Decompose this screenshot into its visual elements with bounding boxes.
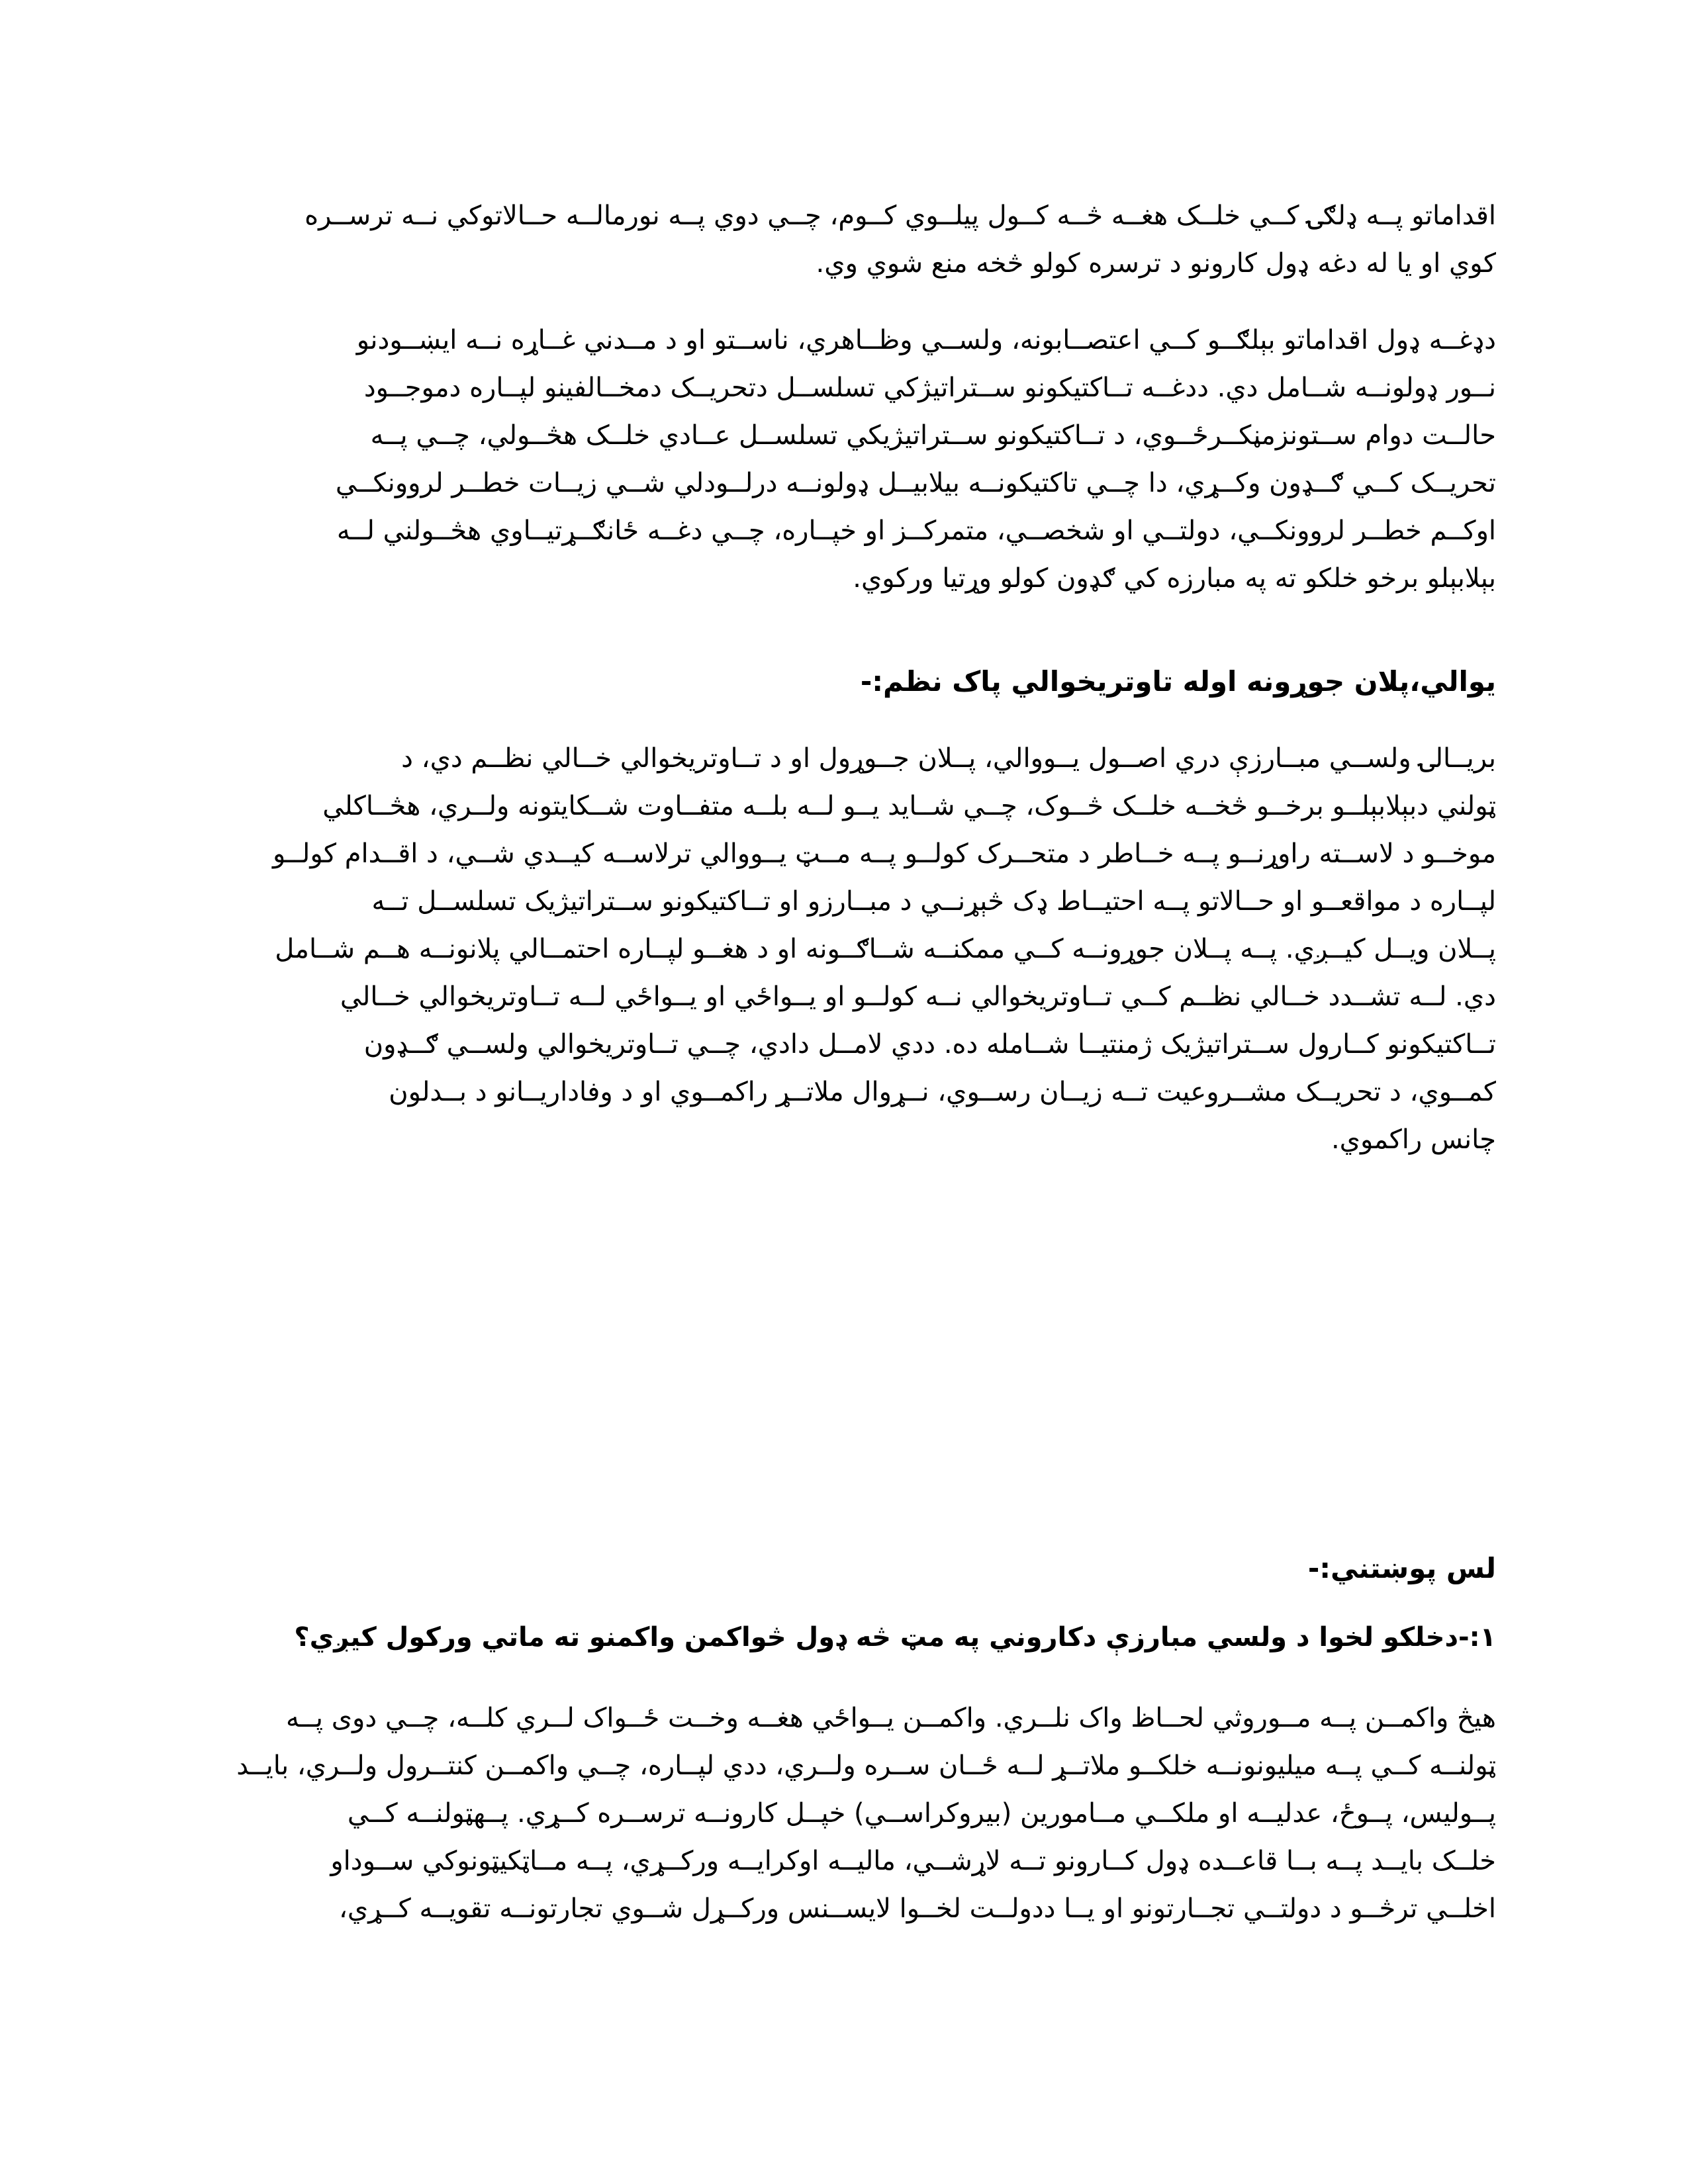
paragraph-line: بریــالۍ ولســي مبــارزې دري اصــول یــووالي، پــلان جــوړول او د تــاوتریخوالي خــالي نظــم دي، د (401, 743, 1496, 774)
paragraph-line: اخلــي ترڅــو د دولتــي تجــارتونو او یــا ددولــت لخــوا لایســنس ورکــړل شــوي تجارتونــه تقویــه کــړي، (338, 1893, 1496, 1924)
paragraph-line: چانس راکموي. (1331, 1124, 1496, 1155)
paragraph-line: اوکــم خطــر لروونکــي، دولتــي او شخصــي، متمرکــز او خپــاره، چــي دغــه ځانګــړتیــاوي هڅــولني لــه (336, 516, 1496, 546)
paragraph-line: تحریــک کــي ګــډون وکــړي، دا چــي تاکتیکونــه بیلابیــل ډولونــه درلــودلي شــي زیــات خطــر لروونکــي (335, 468, 1496, 498)
paragraph-line: اقداماتو پــه ډلګۍ کــي خلــک هغــه څــه کــول پیلــوي کــوم، چــي دوي پــه نورمالــه حــالاتوکي نــه ترســره (305, 201, 1496, 231)
paragraph-line: کوي او یا له دغه ډول کارونو د ترسره کولو څخه منع شوي وي. (816, 248, 1496, 279)
paragraph-line: ټولني دبېلابېلــو برخــو څخــه خلــک څــوک، چــي شــاید یــو لــه بلــه متفــاوت شــکایتونه ولــري، هڅــاکلي (322, 791, 1496, 821)
paragraph-line: دډغــه ډول اقداماتو بېلګــو کــي اعتصــابونه، ولســي وظــاهري، ناســتو او د مــدني غــاړه نــه ایښــودنو (356, 325, 1496, 355)
paragraph-2 (192, 316, 1496, 602)
paragraph-line: بېلابېلو برخو خلکو ته په مبارزه کي ګډون کولو وړتیا ورکوي. (853, 563, 1496, 594)
paragraph-line: دي. لــه تشــدد خــالي نظــم کــي تــاوتریخوالي نــه کولــو او یــواځي او یــواځي لــه تــاوتریخوالي خــالي (340, 981, 1496, 1012)
section-heading-unity-planning-discipline: یوالي،پلان جوړونه اوله تاوتریخوالي پاک نظم:- (860, 665, 1496, 698)
paragraph-line: لپــاره د مواقعــو او حــالاتو پــه احتیــاط ډک څېړنــي د مبــارزو او تــاکتیکونو ســتراتیژیک تسلســل تــه (371, 886, 1496, 917)
paragraph-1 (192, 192, 1496, 287)
paragraph-line: ټولنــه کــي پــه میلیونونــه خلکــو ملاتــړ لــه ځــان ســره ولــري، ددي لپــاره، چــي واکمــن کنتــرول ولــري، بایــد (236, 1751, 1496, 1781)
paragraph-line: کمــوي، د تحریــک مشــروعیت تــه زیــان رســوي، نــړوال ملاتــړ راکمــوي او د وفاداریــانو د بــدلون (389, 1077, 1496, 1107)
paragraph-line: تــاکتیکونو کــارول ســتراتیژیک ژمنتیــا شــامله ده. ددي لامــل دادي، چــي تــاوتریخوالي ولســي ګــډون (363, 1029, 1496, 1060)
paragraph-line: موخــو د لاســته راوړنــو پــه خــاطر د متحــرک کولــو پــه مــټ یــووالي ترلاســه کیــدي شــي، د اقــدام کولــو (273, 839, 1496, 869)
paragraph-4 (192, 1694, 1496, 1933)
paragraph-line: هیڅ واکمــن پــه مــوروثي لحــاظ واک نلــري. واکمــن یــواځي هغــه وخــت ځــواک لــري کلــه، چــي دوی پــه (285, 1703, 1496, 1733)
paragraph-3 (192, 735, 1496, 1163)
paragraph-line: نــور ډولونــه شــامل دي. ددغــه تــاکتیکونو ســتراتیژکي تسلســل دتحریــک دمخــالفینو لپــاره دموجــود (363, 373, 1496, 403)
paragraph-line: حالــت دوام ســتونزمڼکــرځــوي، د تــاکتیکونو ســتراتیژیکي تسلســل عــادي خلــک هڅــولي، چــي پــه (370, 420, 1496, 451)
section-heading-ten-questions: لس پوښتني:- (1307, 1552, 1496, 1584)
paragraph-line: خلــک بایــد پــه بــا قاعــده ډول کــارونو تــه لاړشــي، مالیــه اوکرایــه ورکــړي، پــه مــاټکیټونوکي ســوداو (330, 1846, 1496, 1876)
paragraph-line: پــلان ویــل کیــږي. پــه پــلان جوړونــه کــي ممکنــه شــاګــونه او د هغــو لپــاره احتمــالي پلانونــه هــم شــامل (275, 934, 1496, 964)
question-heading-1: ۱:-دخلکو لخوا د ولسي مبارزې دکاروني په مټ څه ډول څواکمن واکمنو ته ماتي ورکول کیږي؟ (294, 1622, 1496, 1653)
paragraph-line: پــولیس، پــوځ، عدلیــه او ملکــي مــامورین (بیروکراســي) خپــل کارونــه ترســره کــړي. پــهټولنــه کــي (347, 1798, 1496, 1829)
